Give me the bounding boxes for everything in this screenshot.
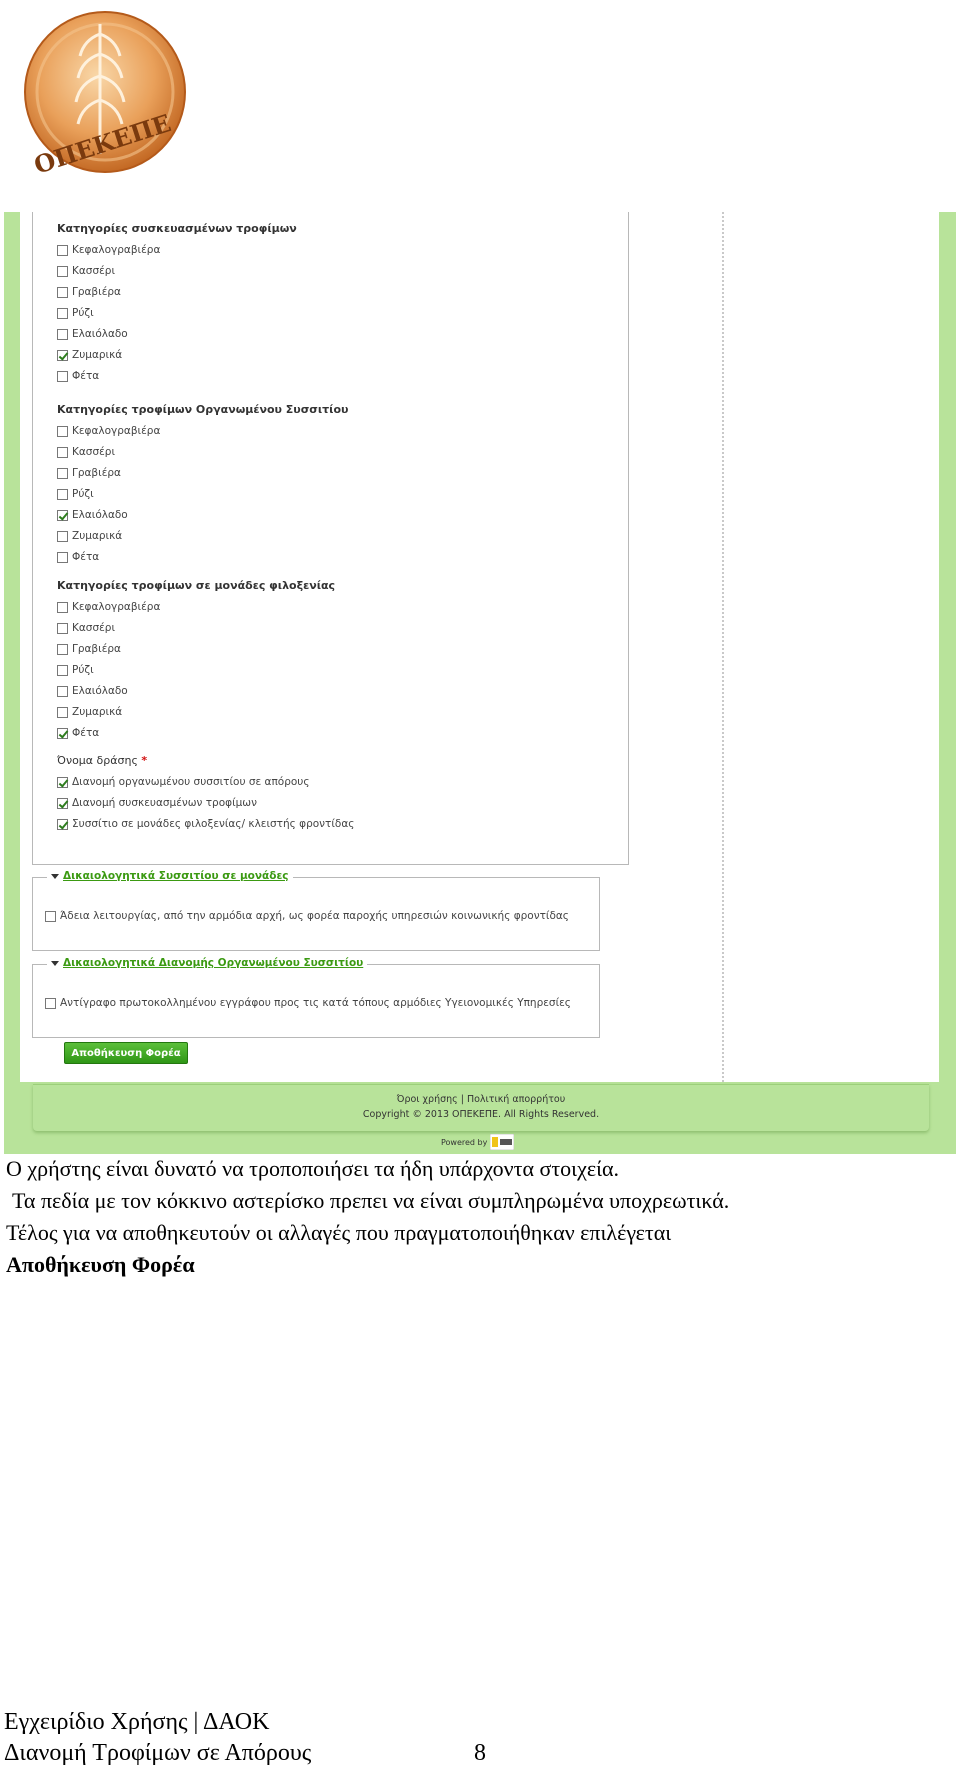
checkbox[interactable] [57,245,68,256]
collapse-triangle-icon[interactable] [51,961,59,966]
page-footer-title: Εγχειρίδιο Χρήσης | ΔΑΟΚ [4,1709,270,1735]
checkbox-row[interactable] [57,242,160,258]
checkbox-row[interactable] [57,704,122,720]
checkbox[interactable] [57,623,68,634]
checkbox-row[interactable] [57,326,128,342]
footer-separator: | [460,1094,464,1105]
checkbox-row[interactable] [57,725,99,741]
checkbox-row[interactable] [57,305,94,321]
checkbox-row[interactable] [57,816,354,832]
checkbox-label: Κασσέρι [72,622,116,634]
opekepe-logo [10,4,210,184]
checkbox-label: Συσσίτιο σε μονάδες φιλοξενίας/ κλειστής φροντίδας [72,818,355,830]
checkbox-row[interactable] [57,662,94,678]
checkbox[interactable] [57,602,68,613]
checkbox-row[interactable] [57,263,115,279]
checkbox-row[interactable] [57,486,94,502]
section-title-organized-meals: Κατηγορίες τροφίμων Οργανωμένου Συσσιτίου [57,403,349,416]
checkbox-checked[interactable] [57,819,68,830]
checkbox-row[interactable] [57,795,257,811]
terms-link[interactable]: Όροι χρήσης [396,1094,458,1105]
checkbox[interactable] [57,287,68,298]
checkbox[interactable] [57,426,68,437]
checkbox-row[interactable] [57,423,160,439]
checkbox-label: Γραβιέρα [72,643,121,655]
checkbox-label: Γραβιέρα [72,467,121,479]
save-organization-button[interactable]: Αποθήκευση Φορέα [64,1042,188,1064]
form-panel [32,212,629,865]
vendor-logo-icon [490,1134,514,1150]
checkbox-row[interactable] [57,368,99,384]
checkbox-row[interactable] [45,995,571,1011]
checkbox-label: Διανομή οργανωμένου συσσιτίου σε απόρους [72,776,310,788]
checkbox[interactable] [57,644,68,655]
checkbox[interactable] [45,911,56,922]
form-screenshot [4,212,956,1154]
checkbox[interactable] [45,998,56,1009]
checkbox-checked[interactable] [57,510,68,521]
site-footer [33,1084,929,1131]
checkbox-label: Κασσέρι [72,446,116,458]
section-title-hosting-units: Κατηγορίες τροφίμων σε μονάδες φιλοξενίας [57,579,336,592]
checkbox-row[interactable] [45,908,569,924]
checkbox[interactable] [57,329,68,340]
logo-lettering: ΟΠΕΚΕΠΕ [30,108,175,180]
checkbox[interactable] [57,266,68,277]
doc-paragraph-2: Τα πεδία με τον κόκκινο αστερίσκο πρεπει να είναι συμπληρωμένα υποχρεωτικά. [12,1188,730,1213]
fieldset-legend[interactable] [47,957,367,969]
checkbox-row[interactable] [57,284,121,300]
checkbox-label: Ζυμαρικά [72,706,123,718]
powered-by-label: Powered by [441,1137,488,1147]
checkbox-checked[interactable] [57,777,68,788]
powered-by [441,1134,514,1150]
checkbox[interactable] [57,686,68,697]
checkbox-label: Άδεια λειτουργίας, από την αρμόδια αρχή, ως φορέα παροχής υπηρεσιών κοινωνικής φροντίδας [60,910,569,922]
checkbox-label: Ζυμαρικά [72,530,123,542]
doc-paragraph-1: Ο χρήστης είναι δυνατό να τροποποιήσει τα ήδη υπάρχοντα στοιχεία. [6,1156,620,1181]
checkbox-label: Φέτα [72,727,100,739]
section-title-action-name [57,754,147,767]
checkbox[interactable] [57,531,68,542]
checkbox-row[interactable] [57,683,128,699]
checkbox[interactable] [57,308,68,319]
page-footer-subtitle: Διανομή Τροφίμων σε Απόρους [4,1740,312,1766]
checkbox[interactable] [57,371,68,382]
checkbox-row[interactable] [57,444,115,460]
checkbox-row[interactable] [57,774,310,790]
checkbox[interactable] [57,447,68,458]
checkbox-row[interactable] [57,599,160,615]
checkbox-row[interactable] [57,620,115,636]
checkbox-label: Ρύζι [72,307,94,319]
checkbox-label: Γραβιέρα [72,286,121,298]
checkbox-label: Κεφαλογραβιέρα [72,601,161,613]
checkbox-row[interactable] [57,528,122,544]
action-name-label: Όνομα δράσης [57,754,138,767]
checkbox-row[interactable] [57,465,121,481]
checkbox-row[interactable] [57,507,128,523]
page-number: 8 [474,1740,486,1766]
checkbox-label: Ζυμαρικά [72,349,123,361]
checkbox-label: Ελαιόλαδο [72,509,128,521]
column-divider [722,212,724,1082]
doc-paragraph-4-bold: Αποθήκευση Φορέα [6,1252,195,1277]
checkbox-label: Ελαιόλαδο [72,328,128,340]
checkbox-row[interactable] [57,347,122,363]
checkbox-label: Ρύζι [72,664,94,676]
collapse-triangle-icon[interactable] [51,874,59,879]
checkbox-label: Κεφαλογραβιέρα [72,244,161,256]
footer-links [33,1094,929,1105]
checkbox-label: Κασσέρι [72,265,116,277]
required-asterisk: * [141,754,148,767]
fieldset-meal-documents [32,870,600,951]
legend-label: Δικαιολογητικά Διανομής Οργανωμένου Συσσιτίου [63,957,364,969]
fieldset-legend[interactable] [47,870,293,882]
checkbox-label: Ρύζι [72,488,94,500]
checkbox-row[interactable] [57,641,121,657]
checkbox[interactable] [57,552,68,563]
checkbox[interactable] [57,468,68,479]
checkbox-label: Κεφαλογραβιέρα [72,425,161,437]
checkbox-label: Φέτα [72,370,100,382]
checkbox-checked[interactable] [57,350,68,361]
checkbox[interactable] [57,707,68,718]
checkbox-label: Φέτα [72,551,100,563]
legend-label: Δικαιολογητικά Συσσιτίου σε μονάδες [63,870,289,882]
checkbox-checked[interactable] [57,728,68,739]
checkbox-row[interactable] [57,549,99,565]
fieldset-organized-meal-documents [32,957,600,1038]
privacy-link[interactable]: Πολιτική απορρήτου [466,1094,566,1105]
doc-paragraph-3: Τέλος για να αποθηκευτούν οι αλλαγές που πραγματοποιήθηκαν επιλέγεται [6,1220,672,1245]
section-title-packaged-foods: Κατηγορίες συσκευασμένων τροφίμων [57,222,297,235]
checkbox-label: Ελαιόλαδο [72,685,128,697]
checkbox-checked[interactable] [57,798,68,809]
checkbox[interactable] [57,489,68,500]
checkbox-label: Αντίγραφο πρωτοκολλημένου εγγράφου προς τις κατά τόπους αρμόδιες Υγειονομικές Υπηρεσίες [60,997,571,1009]
checkbox[interactable] [57,665,68,676]
checkbox-label: Διανομή συσκευασμένων τροφίμων [72,797,257,809]
copyright-text: Copyright © 2013 ΟΠΕΚΕΠΕ. All Rights Reserved. [362,1109,600,1120]
page-content-area [20,212,939,1082]
